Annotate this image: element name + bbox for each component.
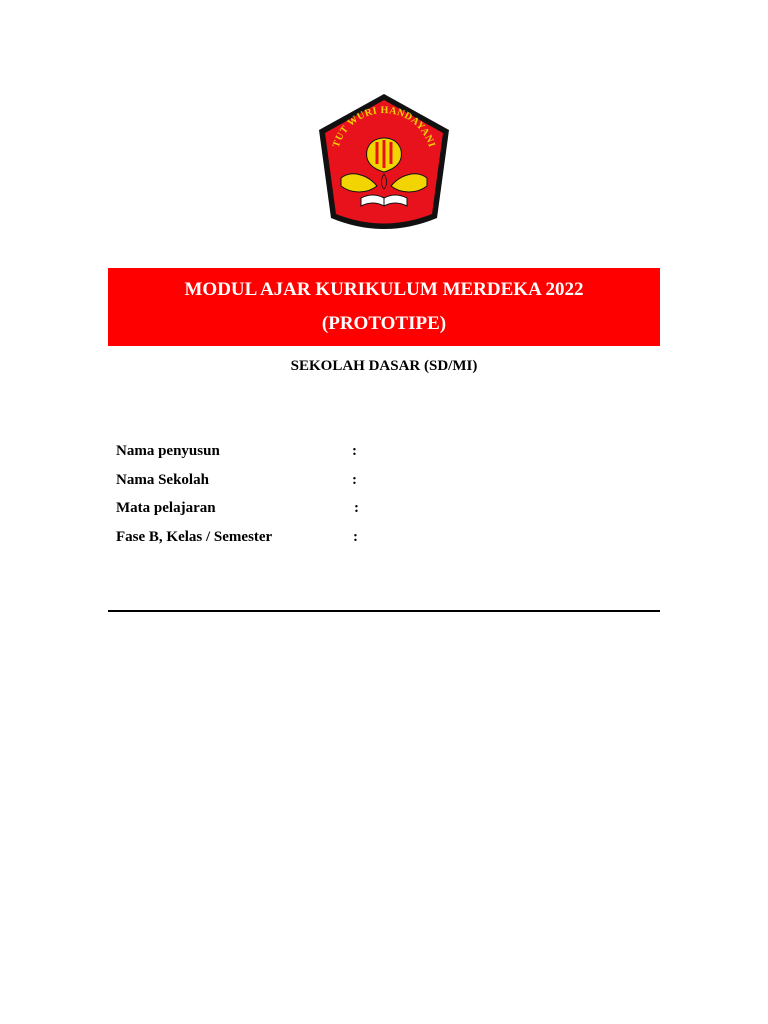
school-level-subtitle: SEKOLAH DASAR (SD/MI) [290, 358, 478, 374]
field-label-phase: Fase B, Kelas / Semester [116, 528, 273, 545]
school-emblem [311, 90, 457, 235]
field-row-phase [116, 526, 516, 555]
field-label-author: Nama penyusun [116, 443, 220, 459]
field-colon: : [353, 528, 358, 545]
field-colon: : [354, 500, 359, 516]
field-row-subject [116, 497, 516, 526]
field-label-school: Nama Sekolah [116, 471, 209, 488]
document-title-suffix: (PROTOTIPE) [321, 313, 447, 334]
field-colon: : [352, 471, 357, 488]
identity-fields [116, 440, 516, 554]
svg-text:TUT WURI HANDAYANI: TUT WURI HANDAYANI [330, 104, 438, 149]
field-label-subject: Mata pelajaran [116, 500, 216, 516]
title-banner [108, 268, 660, 346]
tut-wuri-handayani-emblem-icon [311, 90, 457, 235]
field-row-school [116, 469, 516, 498]
document-title: MODUL AJAR KURIKULUM MERDEKA 2022 [184, 279, 584, 300]
field-colon: : [352, 443, 357, 459]
field-row-author [116, 440, 516, 469]
section-divider [108, 610, 660, 612]
